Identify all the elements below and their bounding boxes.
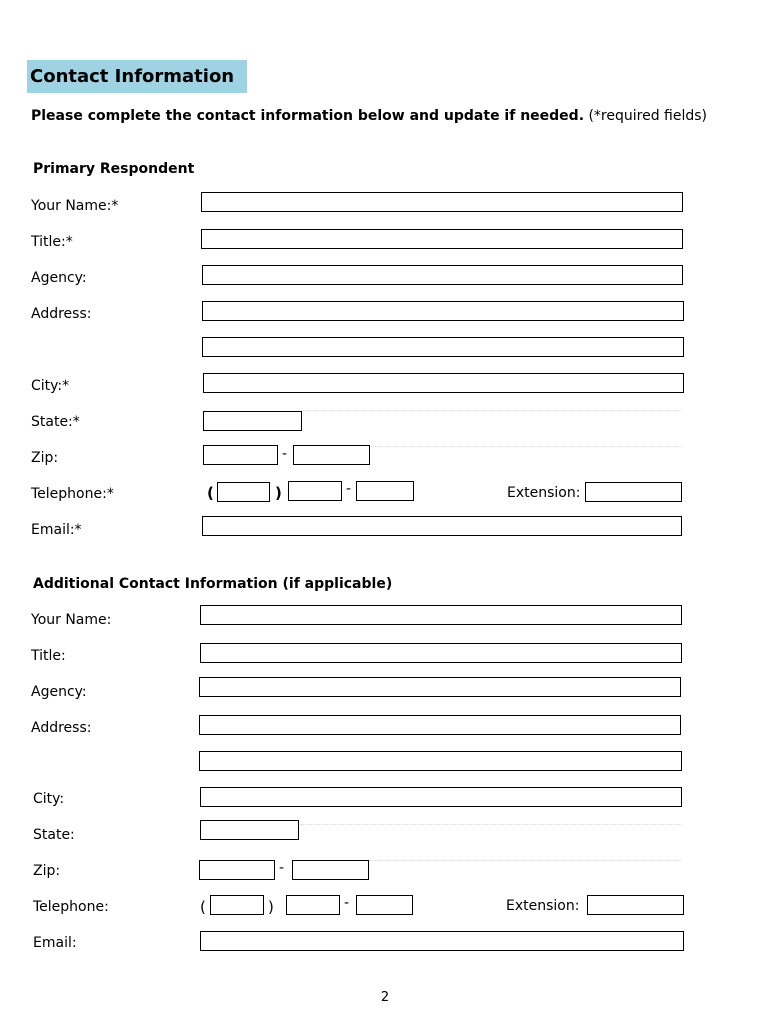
primary-agency-label: Agency: xyxy=(31,270,87,286)
additional-state-label: State: xyxy=(33,827,75,843)
additional-email-field[interactable] xyxy=(200,931,684,951)
primary-phone-close-paren: ) xyxy=(275,484,282,502)
primary-email-label: Email:* xyxy=(31,522,82,538)
additional-state-field[interactable] xyxy=(200,820,299,840)
primary-state-label: State:* xyxy=(31,414,80,430)
additional-address-line1-field[interactable] xyxy=(199,715,681,735)
primary-name-label: Your Name:* xyxy=(31,198,119,214)
primary-email-field[interactable] xyxy=(202,516,682,536)
primary-city-field[interactable] xyxy=(203,373,684,393)
primary-zip-label: Zip: xyxy=(31,450,59,466)
primary-address-line2-field[interactable] xyxy=(202,337,684,357)
page-title: Contact Information xyxy=(27,60,247,93)
primary-respondent-heading: Primary Respondent xyxy=(33,161,195,177)
row-guide-line xyxy=(300,824,682,825)
additional-title-label: Title: xyxy=(31,648,66,664)
additional-city-label: City: xyxy=(33,791,65,807)
primary-title-label: Title:* xyxy=(31,234,73,250)
primary-zip-field[interactable] xyxy=(203,445,278,465)
required-note: (*required fields) xyxy=(584,108,708,124)
primary-title-field[interactable] xyxy=(201,229,683,249)
additional-zip4-field[interactable] xyxy=(292,860,369,880)
primary-state-field[interactable] xyxy=(203,411,302,431)
intro-text xyxy=(31,108,707,124)
additional-extension-field[interactable] xyxy=(587,895,684,915)
additional-telephone-label: Telephone: xyxy=(33,899,109,915)
additional-phone-prefix-field[interactable] xyxy=(286,895,340,915)
additional-name-label: Your Name: xyxy=(31,612,112,628)
primary-area-code-field[interactable] xyxy=(217,482,270,502)
primary-agency-field[interactable] xyxy=(202,265,683,285)
intro-instruction: Please complete the contact information below and update if needed. xyxy=(31,108,585,124)
additional-address-line2-field[interactable] xyxy=(199,751,682,771)
primary-extension-field[interactable] xyxy=(585,482,682,502)
additional-title-field[interactable] xyxy=(200,643,682,663)
primary-city-label: City:* xyxy=(31,378,70,394)
additional-email-label: Email: xyxy=(33,935,77,951)
primary-phone-open-paren: ( xyxy=(207,484,214,502)
primary-name-field[interactable] xyxy=(201,192,683,212)
additional-address-label: Address: xyxy=(31,720,92,736)
additional-zip-field[interactable] xyxy=(199,860,275,880)
primary-zip4-field[interactable] xyxy=(293,445,370,465)
primary-phone-prefix-field[interactable] xyxy=(288,481,342,501)
primary-address-line1-field[interactable] xyxy=(202,301,684,321)
additional-extension-label: Extension: xyxy=(506,898,580,914)
primary-zip-separator: - xyxy=(282,446,288,462)
primary-address-label: Address: xyxy=(31,306,92,322)
additional-phone-open-paren: ( xyxy=(200,898,206,916)
additional-city-field[interactable] xyxy=(200,787,682,807)
additional-zip-label: Zip: xyxy=(33,863,61,879)
additional-area-code-field[interactable] xyxy=(210,895,264,915)
additional-agency-label: Agency: xyxy=(31,684,87,700)
additional-phone-close-paren: ) xyxy=(268,898,274,916)
additional-agency-field[interactable] xyxy=(199,677,681,697)
primary-telephone-label: Telephone:* xyxy=(31,486,114,502)
primary-phone-separator: - xyxy=(346,481,352,497)
row-guide-line xyxy=(302,410,682,411)
additional-phone-separator: - xyxy=(344,895,350,911)
additional-name-field[interactable] xyxy=(200,605,682,625)
primary-extension-label: Extension: xyxy=(507,485,581,501)
page-number: 2 xyxy=(380,990,390,1005)
additional-zip-separator: - xyxy=(279,860,285,876)
primary-phone-line-field[interactable] xyxy=(356,481,414,501)
additional-contact-heading: Additional Contact Information (if applicable) xyxy=(33,576,393,592)
additional-phone-line-field[interactable] xyxy=(356,895,413,915)
